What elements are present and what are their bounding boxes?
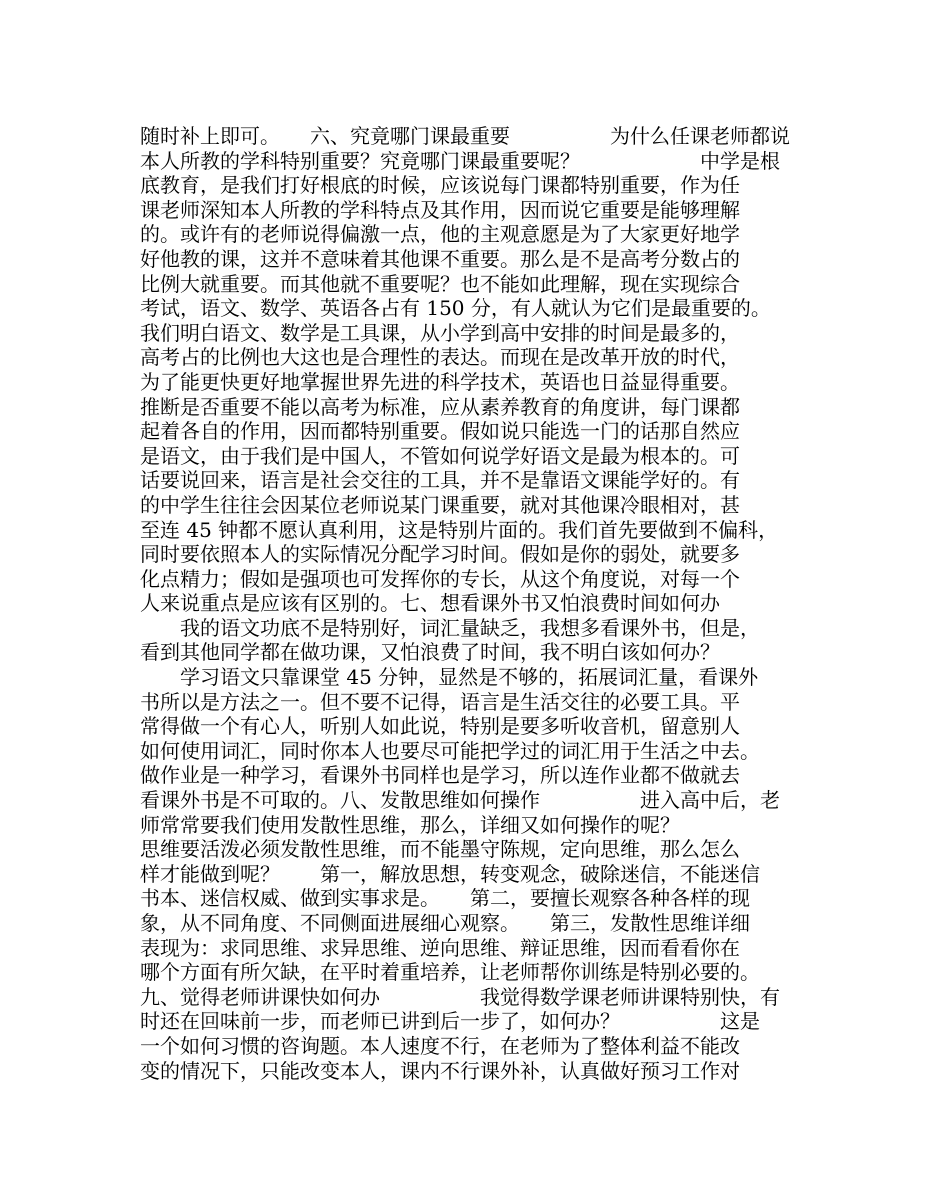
- text-line: 一个如何习惯的咨询题。本人速度不行，在老师为了整体利益不能改: [140, 1033, 740, 1058]
- text-line: 至连 45 钟都不愿认真利用，这是特别片面的。我们首先要做到不偏科，: [140, 517, 779, 542]
- text-line: 好他教的课，这并不意味着其他课不重要。那么是不是高考分数占的: [140, 246, 740, 271]
- text-line: 本人所教的学科特别重要？究竟哪门课最重要呢？ 中学是根: [140, 148, 780, 173]
- text-line: 样才能做到呢？ 第一，解放思想，转变观念，破除迷信，不能迷信: [140, 861, 760, 886]
- text-line: 课老师深知本人所教的学科特点及其作用，因而说它重要是能够理解: [140, 197, 740, 222]
- text-line: 表现为：求同思维、求异思维、逆向思维、辩证思维，因而看看你在: [140, 935, 740, 960]
- text-line: 是语文，由于我们是中国人，不管如何说学好语文是最为根本的。可: [140, 443, 740, 468]
- text-line: 底教育，是我们打好根底的时候，应该说每门课都特别重要，作为任: [140, 173, 740, 198]
- text-line: 变的情况下，只能改变本人，课内不行课外补，认真做好预习工作对: [140, 1058, 740, 1083]
- body-text: [140, 124, 810, 1083]
- text-line: 时还在回味前一步，而老师已讲到后一步了，如何办？ 这是: [140, 1009, 760, 1034]
- text-line: 为了能更快更好地掌握世界先进的科学技术，英语也日益显得重要。: [140, 369, 740, 394]
- text-line: 推断是否重要不能以高考为标准，应从素养教育的角度讲，每门课都: [140, 394, 740, 419]
- text-line: 看到其他同学都在做功课，又怕浪费了时间，我不明白该如何办？: [140, 640, 720, 665]
- text-line: 起着各自的作用，因而都特别重要。假如说只能选一门的话那自然应: [140, 419, 740, 444]
- text-line: 看课外书是不可取的。八、发散思维如何操作 进入高中后，老: [140, 788, 780, 813]
- text-line: 如何使用词汇，同时你本人也要尽可能把学过的词汇用于生活之中去。: [140, 738, 760, 763]
- text-line: 高考占的比例也大这也是合理性的表达。而现在是改革开放的时代，: [140, 345, 740, 370]
- text-line: 的。或许有的老师说得偏激一点，他的主观意愿是为了大家更好地学: [140, 222, 740, 247]
- text-line: 考试，语文、数学、英语各占有 150 分，有人就认为它们是最重要的。: [140, 296, 771, 321]
- text-line: 九、觉得老师讲课快如何办 我觉得数学课老师讲课特别快，有: [140, 984, 780, 1009]
- text-line: 话要说回来，语言是社会交往的工具，并不是靠语文课能学好的。有: [140, 468, 740, 493]
- text-line: 书所以是方法之一。但不要不记得，语言是生活交往的必要工具。平: [140, 689, 740, 714]
- text-line: 书本、迷信权威、做到实事求是。 第二，要擅长观察各种各样的现: [140, 886, 750, 911]
- text-line: 化点精力；假如是强项也可发挥你的专长，从这个角度说，对每一个: [140, 566, 740, 591]
- text-line: 我们明白语文、数学是工具课，从小学到高中安排的时间是最多的，: [140, 320, 740, 345]
- text-line: 我的语文功底不是特别好，词汇量缺乏，我想多看课外书，但是，: [140, 615, 760, 640]
- text-line: 做作业是一种学习，看课外书同样也是学习，所以连作业都不做就去: [140, 763, 740, 788]
- text-line: 常得做一个有心人，听别人如此说，特别是要多听收音机，留意别人: [140, 714, 740, 739]
- text-line: 哪个方面有所欠缺，在平时着重培养，让老师帮你训练是特别必要的。: [140, 960, 760, 985]
- text-line: 同时要依照本人的实际情况分配学习时间。假如是你的弱处，就要多: [140, 542, 740, 567]
- text-line: 师常常要我们使用发散性思维，那么，详细又如何操作的呢？: [140, 812, 680, 837]
- text-line: 思维要活泼必须发散性思维，而不能墨守陈规，定向思维，那么怎么: [140, 837, 740, 862]
- text-line: 象，从不同角度、不同侧面进展细心观察。 第三，发散性思维详细: [140, 911, 750, 935]
- text-line: 随时补上即可。 六、究竟哪门课最重要 为什么任课老师都说: [140, 124, 790, 148]
- text-line: 人来说重点是应该有区别的。七、想看课外书又怕浪费时间如何办: [140, 591, 720, 616]
- text-line: 比例大就重要。而其他就不重要呢？也不能如此理解，现在实现综合: [140, 271, 740, 296]
- text-line: 学习语文只靠课堂 45 分钟，显然是不够的，拓展词汇量，看课外: [140, 665, 759, 690]
- text-line: 的中学生往往会因某位老师说某门课重要，就对其他课冷眼相对，甚: [140, 492, 740, 517]
